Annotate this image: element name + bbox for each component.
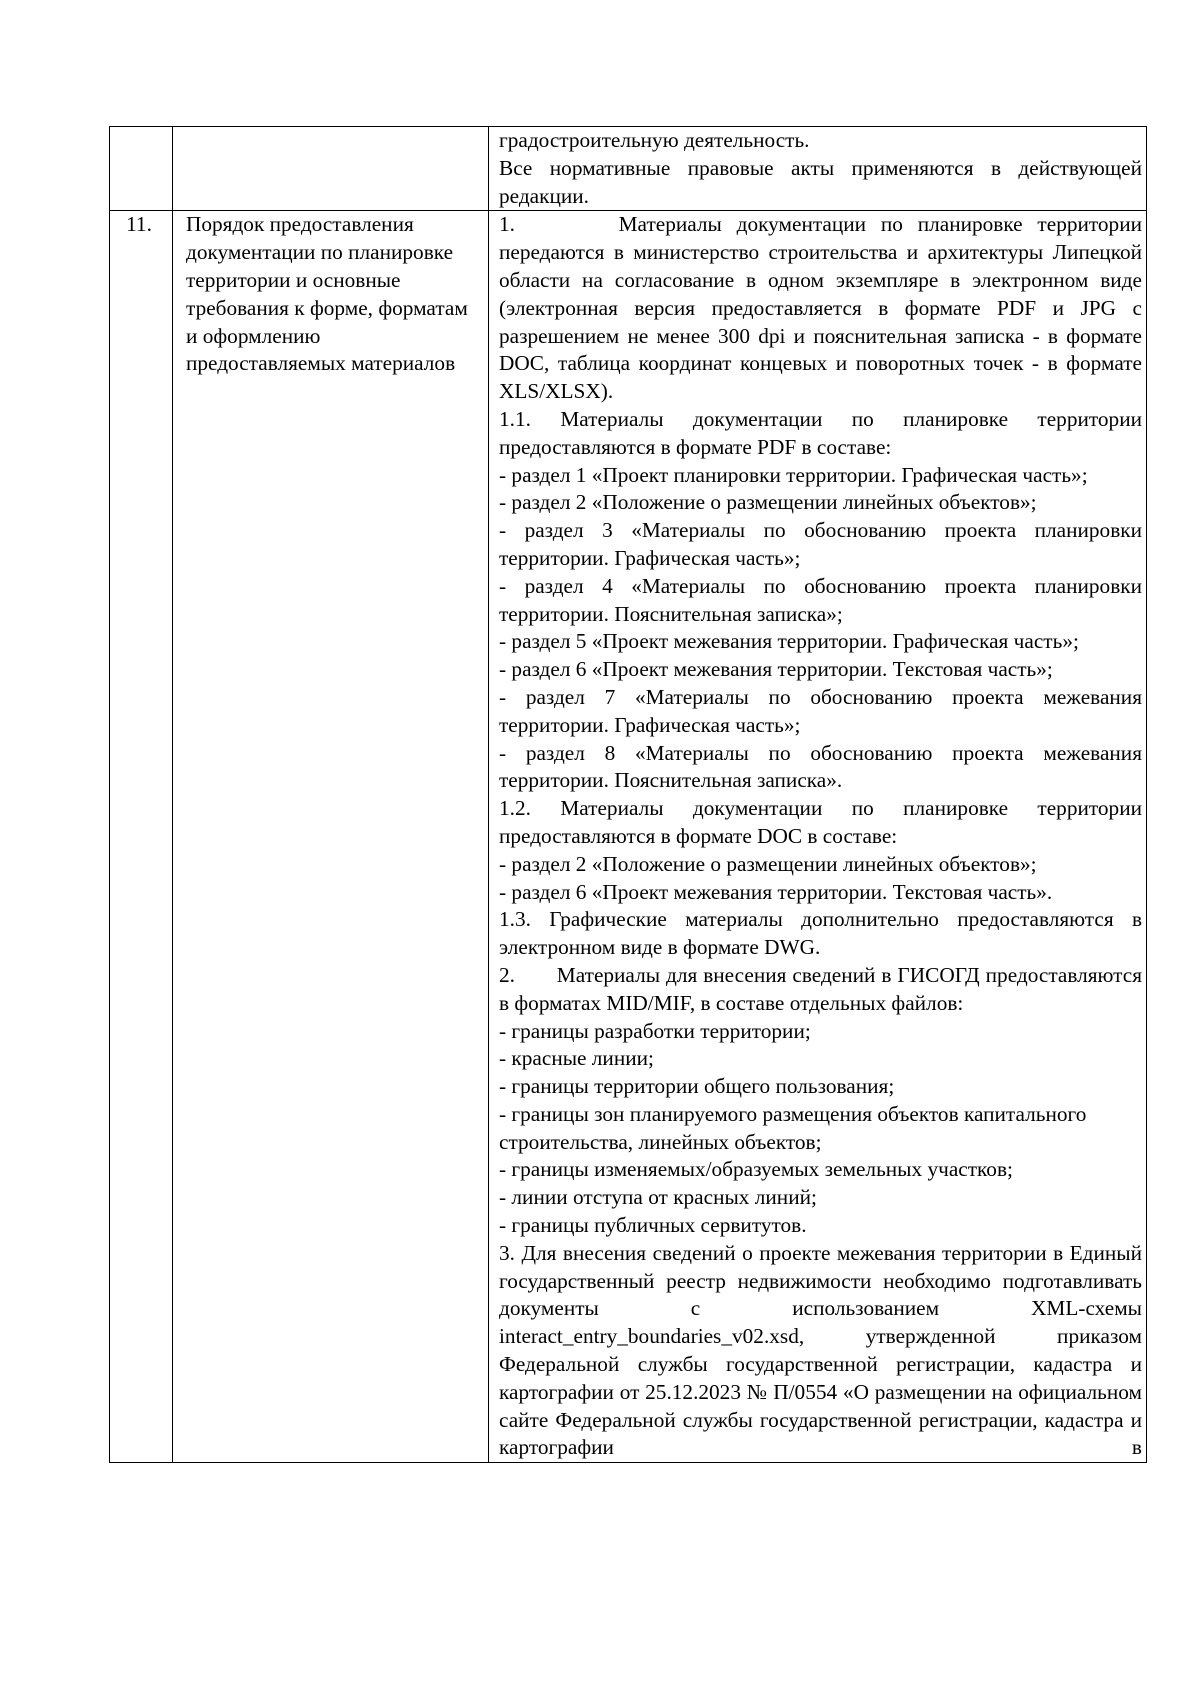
list-item: - красные линии; (499, 1046, 654, 1071)
list-item: - границы разработки территории; (499, 1018, 811, 1043)
table-row (110, 127, 1147, 211)
row-title-cell (173, 127, 489, 211)
list-item: - границы публичных сервитутов. (499, 1213, 807, 1238)
paragraph: 2. Материалы для внесения сведений в ГИСОГД предоставляются в форматах MID/MIF, в составе отдельных файлов: (499, 962, 1148, 1015)
paragraph: 1.2. Материалы документации по планировке территории предоставляются в формате DOC в составе: (499, 796, 1142, 848)
list-item: - раздел 6 «Проект межевания территории. Текстовая часть». (499, 879, 1053, 904)
row-number-cell: 11. (110, 211, 173, 1463)
paragraph: 1. Материалы документации по планировке территории передаются в министерство строительства и архитектуры Липецкой области на согласование в одном экземпляре в электронном виде (электронная версия предоставляется в формате PDF и JPG с разрешением не менее 300 dpi и пояснительная записка - в формате DOC, таблица координат концевых и поворотных точек - в формате XLS/XLSX). (499, 212, 1148, 404)
row-number-cell (110, 127, 173, 211)
list-item: - раздел 2 «Положение о размещении линейных объектов»; (499, 851, 1037, 876)
paragraph: Все нормативные правовые акты применяются в действующей редакции. (499, 155, 1142, 208)
row-body-cell (489, 211, 1147, 1463)
list-item: - раздел 8 «Материалы по обоснованию проекта межевания территории. Пояснительная записка». (499, 740, 1142, 793)
list-item: - раздел 1 «Проект планировки территории. Графическая часть»; (499, 462, 1088, 487)
paragraph: 1.3. Графические материалы дополнительно предоставляются в электронном виде в формате DWG. (499, 907, 1142, 960)
paragraph: 3. Для внесения сведений о проекте межевания территории в Единый государственный реестр недвижимости необходимо подготавливать документы с использованием XML-схемы interact_entry_boundaries_v02.xsd, утвержденной приказом Федеральной службы государственной регистрации, кадастра и картографии от 25.12.2023 № П/0554 «О размещении на официальном сайте Федеральной службы государственной регистрации, кадастра и картографии в (499, 1240, 1142, 1460)
list-item: - границы зон планируемого размещения объектов капитального строительства, линейных объектов; (499, 1101, 1087, 1154)
paragraph: градостроительную деятельность. (499, 128, 810, 152)
requirements-table (109, 126, 1147, 1463)
list-item: - раздел 2 «Положение о размещении линейных объектов»; (499, 490, 1037, 515)
table-row (110, 211, 1147, 1463)
list-item: - границы территории общего пользования; (499, 1074, 895, 1099)
row-title-cell: Порядок предоставления документации по планировке территории и основные требования к форме, форматам и оформлению предоставляемых материалов (173, 211, 489, 1463)
list-item: - линии отступа от красных линий; (499, 1185, 817, 1210)
paragraph: 1.1. Материалы документации по планировке территории предоставляются в формате PDF в составе: (499, 406, 1142, 459)
list-item: - раздел 7 «Материалы по обоснованию проекта межевания территории. Графическая часть»; (499, 684, 1142, 737)
row-body-cell (489, 127, 1147, 211)
list-item: - границы изменяемых/образуемых земельных участков; (499, 1157, 1013, 1182)
list-item: - раздел 5 «Проект межевания территории. Графическая часть»; (499, 629, 1079, 654)
list-item: - раздел 6 «Проект межевания территории. Текстовая часть»; (499, 657, 1053, 682)
list-item: - раздел 4 «Материалы по обоснованию проекта планировки территории. Пояснительная записка»; (499, 573, 1142, 626)
list-item: - раздел 3 «Материалы по обоснованию проекта планировки территории. Графическая часть»; (499, 518, 1142, 570)
